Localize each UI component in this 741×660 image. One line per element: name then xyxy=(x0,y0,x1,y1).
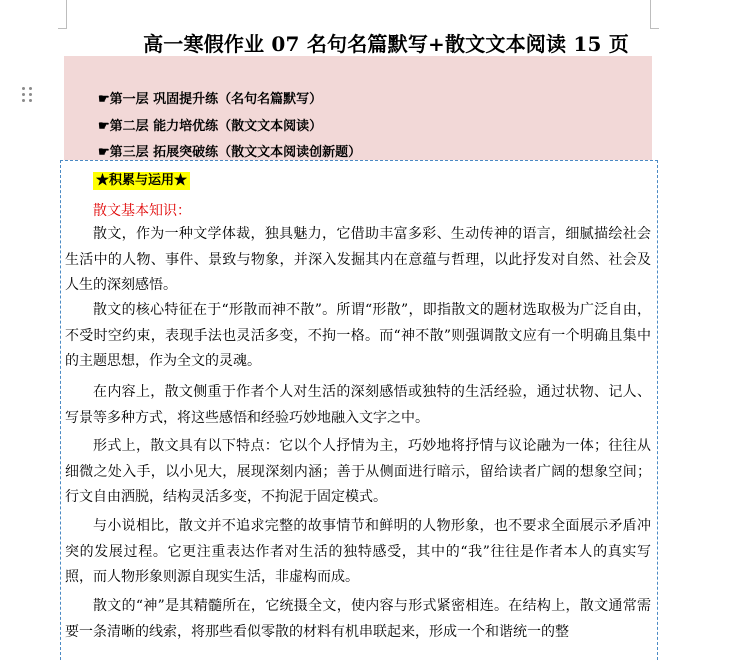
level-item-3: ☛第三层 拓展突破练（散文文本阅读创新题） xyxy=(98,145,362,160)
table-move-handle-icon[interactable] xyxy=(22,87,34,103)
page-corner-mark-left xyxy=(58,0,67,29)
page-corner-mark-right xyxy=(650,0,659,29)
paragraph-4: 形式上，散文具有以下特点：它以个人抒情为主，巧妙地将抒情与议论融为一体；往往从细微之处入手，以小见大，展现深刻内涵；善于从侧面进行暗示，留给读者广阔的想象空间；行文自由洒脱，结构灵活多变，不拘泥于固定模式。 xyxy=(65,438,651,505)
section-subheading: 散文基本知识： xyxy=(93,203,191,219)
level-item-1: ☛第一层 巩固提升练（名句名篇默写） xyxy=(98,92,323,107)
document-title: 高一寒假作业 07 名句名篇默写+散文文本阅读 15 页 xyxy=(143,32,629,56)
paragraph-6: 散文的“神”是其精髓所在，它统摄全文，使内容与形式紧密相连。在结构上，散文通常需要一条清晰的线索，将那些看似零散的材料有机串联起来，形成一个和谐统一的整 xyxy=(65,598,651,640)
paragraph-3: 在内容上，散文侧重于作者个人对生活的深刻感悟或独特的生活经验，通过状物、记人、写景等多种方式，将这些感悟和经验巧妙地融入文字之中。 xyxy=(65,384,651,426)
paragraph-2: 散文的核心特征在于“形散而神不散”。所谓“形散”，即指散文的题材选取极为广泛自由，不受时空约束，表现手法也灵活多变，不拘一格。而“神不散”则强调散文应有一个明确且集中的主题思想，作为全文的灵魂。 xyxy=(65,302,651,369)
section-badge: ★积累与运用★ xyxy=(93,172,190,190)
paragraph-1: 散文，作为一种文学体裁，独具魅力，它借助丰富多彩、生动传神的语言，细腻描绘社会生活中的人物、事件、景致与物象，并深入发掘其内在意蕴与哲理，以此抒发对自然、社会及人生的深刻感悟。 xyxy=(65,226,651,293)
level-item-2: ☛第二层 能力培优练（散文文本阅读） xyxy=(98,119,323,134)
paragraph-5: 与小说相比，散文并不追求完整的故事情节和鲜明的人物形象，也不要求全面展示矛盾冲突的发展过程。它更注重表达作者对生活的独特感受，其中的“我”往往是作者本人的真实写照，而人物形象则源自现实生活，非虚构而成。 xyxy=(65,518,651,585)
